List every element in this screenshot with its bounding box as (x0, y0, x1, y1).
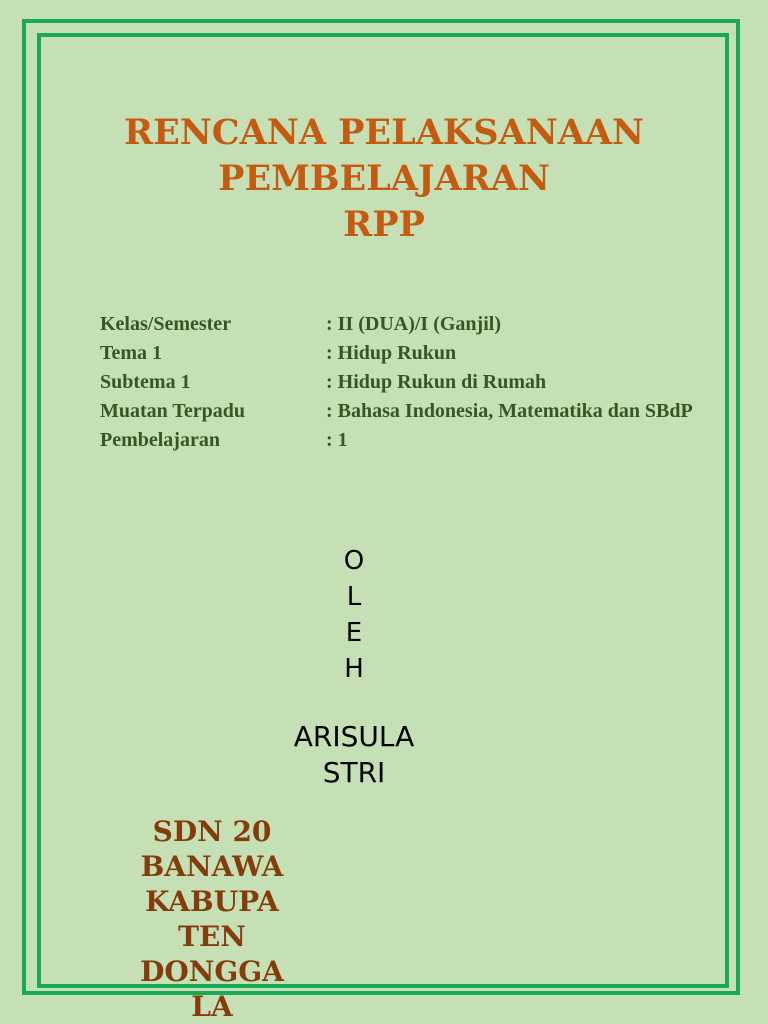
info-label: Tema 1 (100, 342, 163, 364)
title-line-2: PEMBELAJARAN (218, 158, 550, 199)
info-label: Subtema 1 (100, 371, 191, 393)
info-row-tema (100, 339, 700, 368)
info-value: : Hidup Rukun di Rumah (326, 371, 547, 393)
school-name (112, 814, 312, 1024)
document-title (40, 110, 728, 248)
info-row-muatan-terpadu (100, 397, 700, 426)
author-name-line: ARISULA (293, 720, 415, 753)
school-name-line: TEN (178, 920, 246, 953)
info-row-pembelajaran (100, 426, 700, 455)
title-line-3: RPP (343, 204, 425, 245)
oleh-letter: H (344, 654, 364, 684)
school-name-line: DONGGA (140, 955, 284, 988)
info-label: Kelas/Semester (100, 313, 232, 335)
info-row-kelas-semester (100, 310, 700, 339)
author-name (254, 719, 454, 791)
info-table (100, 310, 700, 455)
school-name-line: BANAWA (140, 850, 284, 883)
school-name-line: LA (191, 990, 233, 1023)
info-row-subtema (100, 368, 700, 397)
info-value: : 1 (326, 429, 348, 451)
info-label: Pembelajaran (100, 429, 220, 451)
info-label: Muatan Terpadu (100, 400, 246, 422)
oleh-letter: E (345, 618, 363, 648)
info-value: : Bahasa Indonesia, Matematika dan SBdP (326, 400, 693, 422)
school-name-line: KABUPA (145, 885, 279, 918)
title-line-1: RENCANA PELAKSANAAN (123, 112, 644, 153)
author-name-line: STRI (322, 756, 386, 789)
school-name-line: SDN 20 (152, 815, 272, 848)
oleh-letter: O (343, 546, 365, 576)
info-value: : Hidup Rukun (326, 342, 457, 364)
oleh-letter: L (346, 582, 362, 612)
info-value: : II (DUA)/I (Ganjil) (326, 313, 501, 335)
oleh-label (304, 543, 404, 687)
